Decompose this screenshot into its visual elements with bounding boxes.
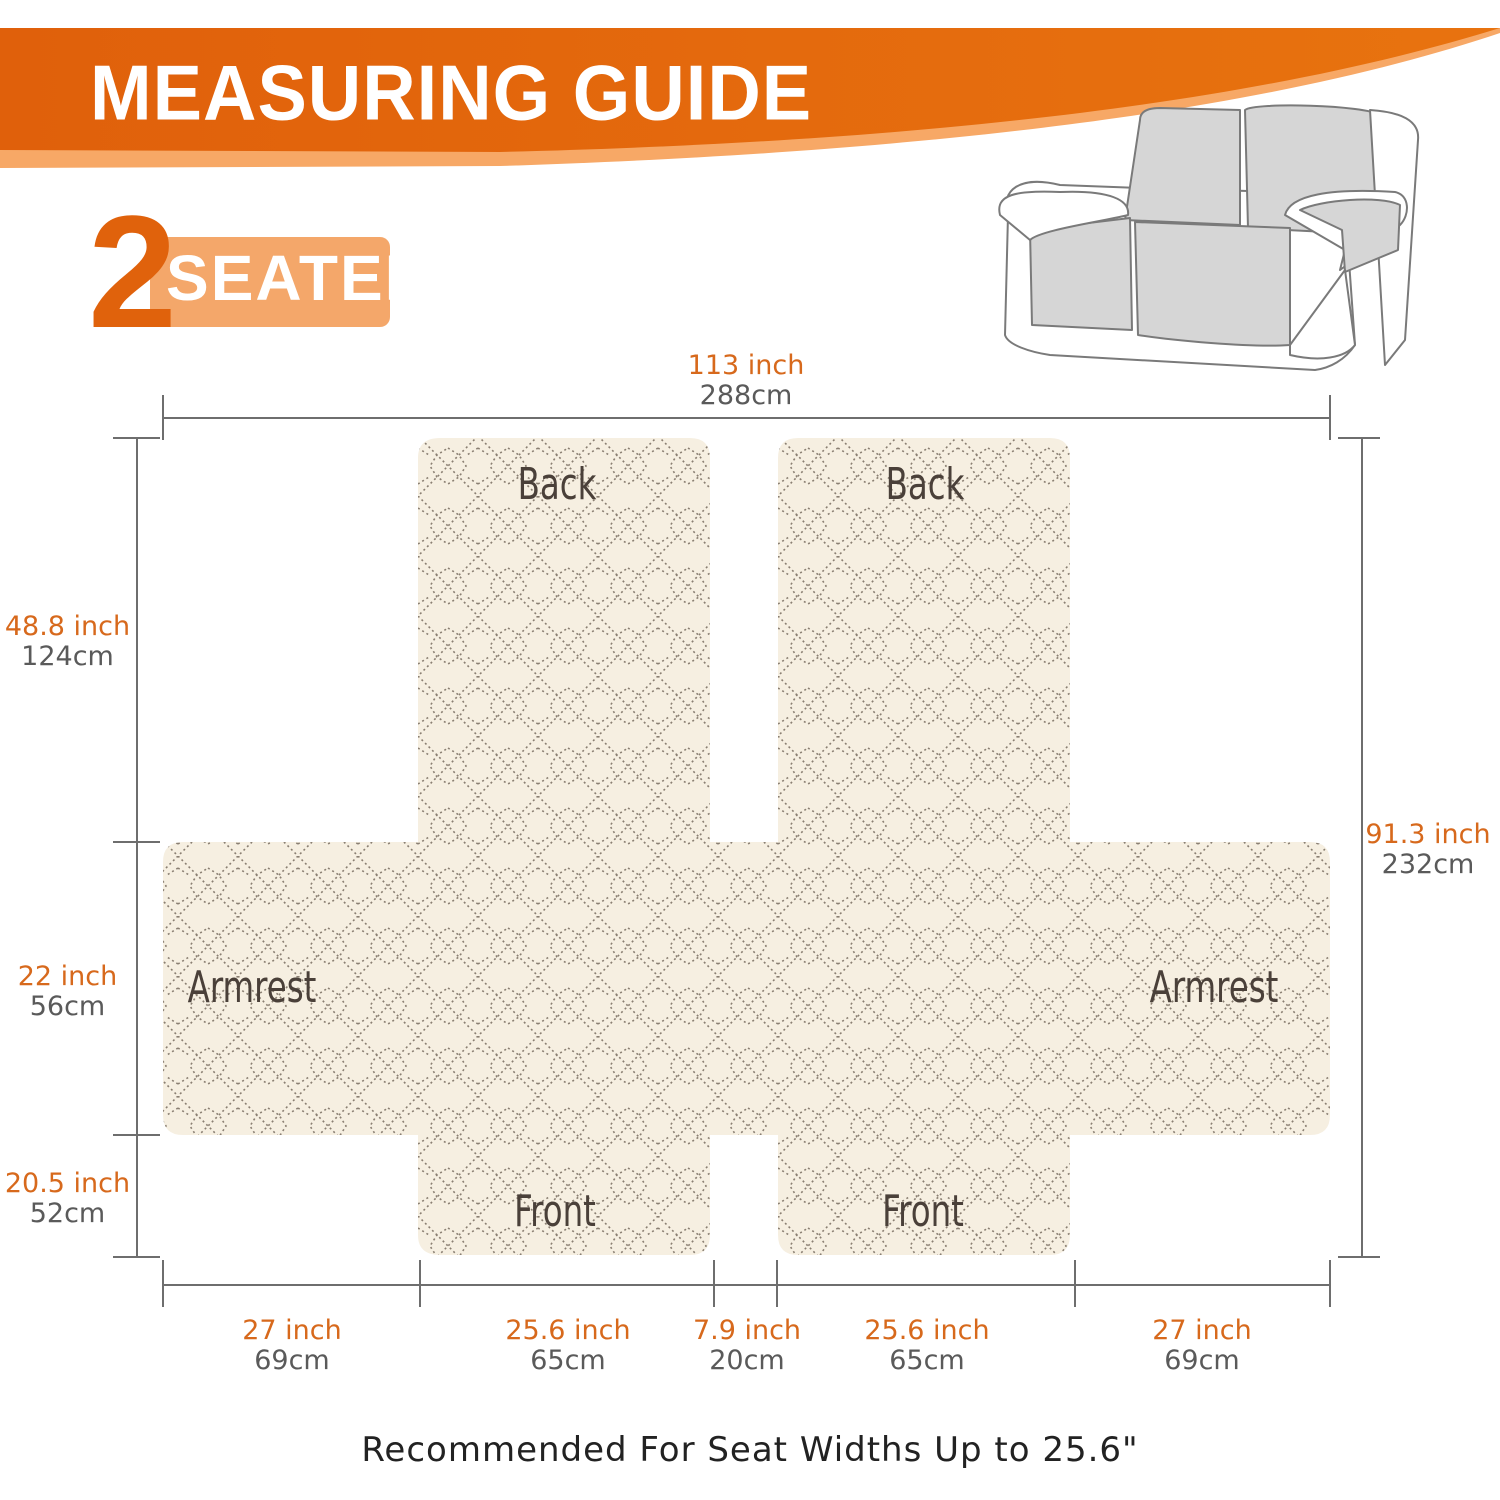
dim-armrest-width-left — [212, 1317, 372, 1374]
dim-back-height-cm: 124cm — [21, 641, 114, 672]
dim-armrest-height-cm: 56cm — [29, 991, 106, 1022]
label-armrest-left: Armrest — [187, 962, 317, 1013]
dim-total-height-inch: 91.3 inch — [1365, 819, 1491, 850]
dim-gap-width-inch: 7.9 inch — [692, 1315, 802, 1346]
dim-armrest-width-right — [1122, 1317, 1282, 1374]
dim-seat-width-left — [488, 1317, 648, 1374]
dim-gap-width-cm: 20cm — [709, 1345, 785, 1376]
dim-front-height-cm: 52cm — [29, 1198, 106, 1229]
dim-seat-width-right — [847, 1317, 1007, 1374]
dim-front-height-inch: 20.5 inch — [4, 1168, 131, 1199]
dim-seat-width-left-cm: 65cm — [530, 1345, 606, 1376]
dim-total-width-cm: 288cm — [699, 380, 793, 411]
dim-total-height — [1358, 821, 1498, 878]
dim-seat-width-right-cm: 65cm — [889, 1345, 965, 1376]
label-armrest-right: Armrest — [1149, 962, 1279, 1013]
seater-label: SEATER — [166, 242, 433, 314]
dim-armrest-width-left-inch: 27 inch — [242, 1315, 342, 1346]
dim-front-height — [0, 1170, 135, 1227]
page-title: MEASURING GUIDE — [90, 49, 813, 137]
dim-armrest-height — [0, 963, 135, 1020]
label-back-left: Back — [517, 459, 597, 510]
dim-armrest-width-right-cm: 69cm — [1164, 1345, 1240, 1376]
dim-seat-width-right-inch: 25.6 inch — [864, 1315, 990, 1346]
dim-armrest-height-inch: 22 inch — [17, 961, 118, 992]
cover-shape — [163, 438, 1330, 1255]
dim-armrest-width-left-cm: 69cm — [254, 1345, 330, 1376]
label-back-right: Back — [885, 459, 965, 510]
recliner-loveseat-icon — [999, 105, 1418, 370]
dim-total-height-cm: 232cm — [1381, 849, 1475, 880]
seater-number: 2 — [88, 182, 177, 361]
dim-total-width — [646, 352, 846, 409]
dim-total-width-inch: 113 inch — [687, 350, 805, 381]
dim-back-height — [0, 613, 135, 670]
dim-back-height-inch: 48.8 inch — [4, 611, 131, 642]
dim-gap-width — [677, 1317, 817, 1374]
dim-armrest-width-right-inch: 27 inch — [1152, 1315, 1252, 1346]
label-front-left: Front — [514, 1186, 596, 1237]
dim-seat-width-left-inch: 25.6 inch — [505, 1315, 631, 1346]
label-front-right: Front — [882, 1186, 964, 1237]
recommendation-caption: Recommended For Seat Widths Up to 25.6" — [361, 1430, 1139, 1470]
